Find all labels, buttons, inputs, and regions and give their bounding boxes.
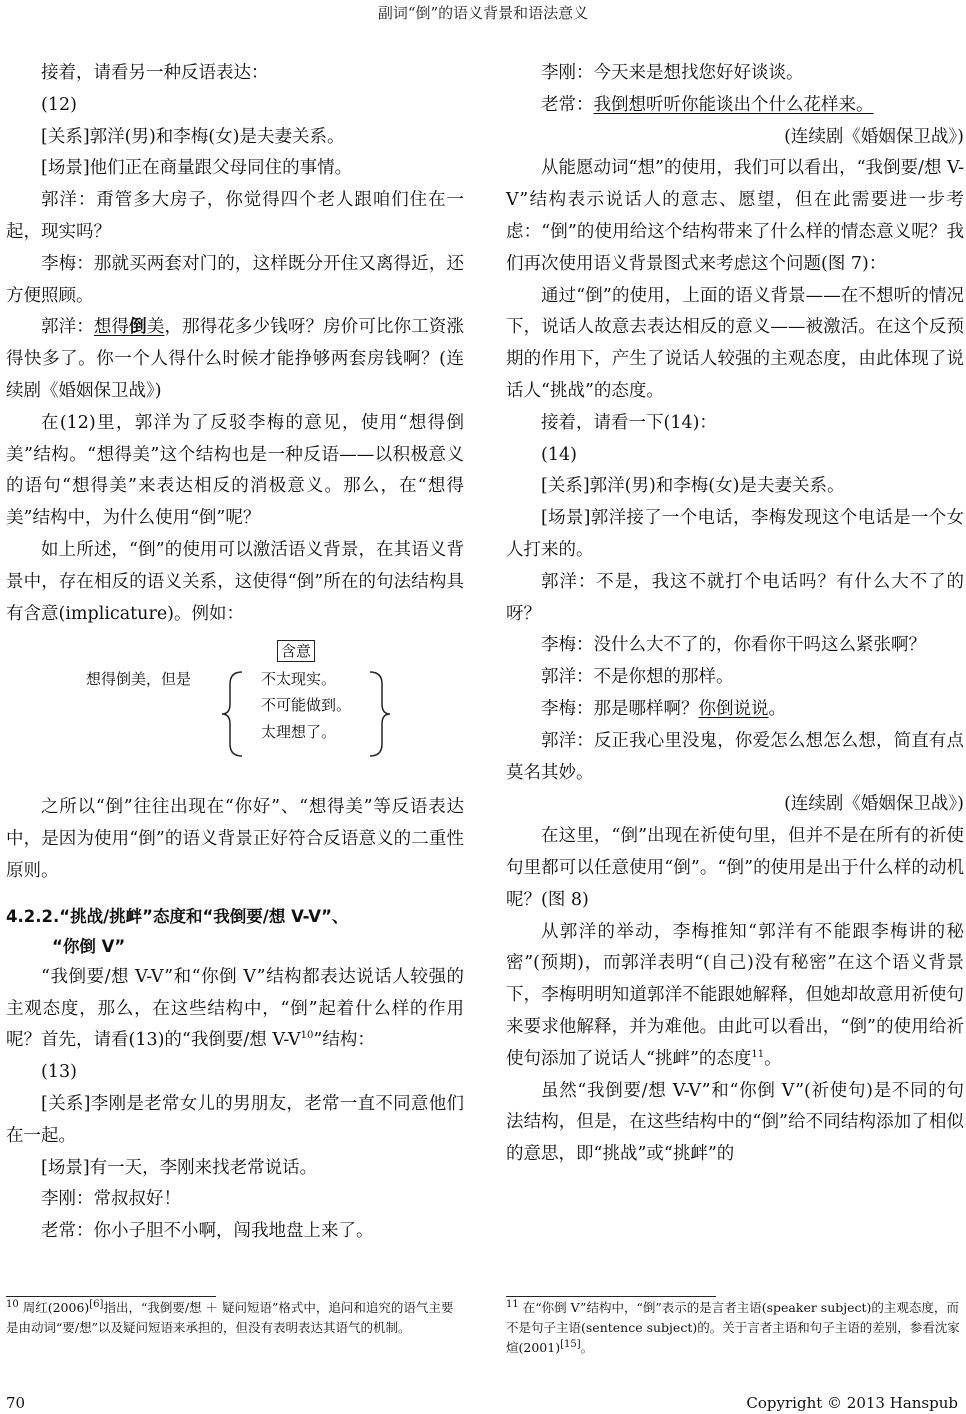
dialogue-line: 李梅：那就买两套对门的，这样既分开住又离得近，还方便照顾。 (6, 253, 464, 306)
copyright: Copyright © 2013 Hanspub (746, 1394, 958, 1412)
paragraph: 从郭洋的举动，李梅推知“郭洋有不能跟李梅讲的秘密”(预期)，而郭洋表明“(自己)没有秘密”在这个语义背景下，李梅明明知道郭洋不能跟她解释，但她却故意用祈使句来要求他解释，并为难他。由此可以看出，“倒”的使用给祈使句添加了说话人“挑衅”的态度$^{11}$。 (506, 921, 964, 1069)
citation-ref: [15] (560, 1338, 581, 1350)
dialogue-line: 郭洋：不是你想的那样。 (541, 667, 734, 688)
paragraph: 从能愿动词“想”的使用，我们可以看出，“我倒要/想 V-V”结构表示说话人的意志、愿望，但在此需要进一步考虑：“倒”的使用给这个结构带来了什么样的情态意义呢？我们再次使用语义背景图式来考虑这个问题(图 7)： (506, 158, 964, 274)
footnote-rule (506, 1296, 716, 1297)
brace-shapes (6, 638, 464, 786)
section-heading: 4.2.2.“挑战/挑衅”态度和“我倒要/想 V-V”、 (6, 906, 349, 926)
citation-ref: [6] (89, 1298, 104, 1310)
running-header: 副词“倒”的语义背景和语法意义 (377, 4, 589, 22)
scene-line: [场景]他们正在商量跟父母同住的事情。 (41, 158, 353, 179)
dialogue-line: 郭洋：甭管多大房子，你觉得四个老人跟咱们住在一起，现实吗？ (6, 190, 464, 242)
paragraph: 在这里，“倒”出现在祈使句里，但并不是在所有的祈使句里都可以任意使用“倒”。“倒”的使用是出于什么样的动机呢？(图 8) (506, 826, 964, 910)
source-citation: (连续剧《婚姻保卫战》) (784, 794, 964, 815)
dialogue-line: 郭洋：想得倒美，那得花多少钱呀？房价可比你工资涨得快多了。你一个人得什么时候才能挣够两套房钱啊？(连续剧《婚姻保卫战》) (6, 317, 465, 401)
paragraph: 接着，请看另一种反语表达： (41, 63, 269, 83)
footnote-rule (6, 1296, 216, 1297)
paragraph: 如上所述，“倒”的使用可以激活语义背景，在其语义背景中，存在相反的语义关系，这使得“倒”所在的句法结构具有含意(implicature)。例如： (6, 539, 464, 624)
paragraph: 通过“倒”的使用，上面的语义背景——在不想听的情况下，说话人故意去表达相反的意义——被激活。在这个反预期的作用下，产生了说话人较强的主观态度，由此体现了说话人“挑战”的态度。 (506, 285, 964, 401)
dialogue-line: 李刚：常叔叔好！ (41, 1189, 181, 1210)
paragraph: 之所以“倒”往往出现在“你好”、“想得美”等反语表达中，是因为使用“倒”的语义背景正好符合反语意义的二重性原则。 (6, 797, 464, 881)
implicature-option: 不太现实。 (261, 670, 337, 689)
emphasis-dao: 倒 (129, 317, 147, 338)
relation-line: [关系]李刚是老常女儿的男朋友，老常一直不同意他们在一起。 (6, 1093, 464, 1146)
footnote-11: $^{11}$ 在“你倒 V”结构中，“倒”表示的是言者主语(speaker subject)的主观态度，而不是句子主语(sentence subject)的。关于言者主语和句子主语的差别，参看沈家煊(2001)[15]。 (506, 1298, 960, 1355)
implicature-option: 太理想了。 (261, 723, 337, 742)
example-number: (13) (41, 1062, 77, 1083)
page-number: 70 (6, 1394, 26, 1412)
dialogue-line: 李梅：那是哪样啊？你倒说说。 (541, 698, 786, 719)
footnote-10: $^{10}$ 周红(2006)[6]指出，“我倒要/想 ＋ 疑问短语”格式中，追问和追究的语气主要是由动词“要/想”以及疑问短语来承担的，但没有表明表达其语气的机制。 (6, 1298, 454, 1335)
speaker: 郭洋： (41, 317, 94, 338)
implicature-figure (6, 638, 464, 786)
paragraph: 在(12)里，郭洋为了反驳李梅的意见，使用“想得倒美”结构。“想得美”这个结构也是一种反语——以积极意义的语句“想得美”来表达相反的消极意义。那么，在“想得美”结构中，为什么使用“倒”呢？ (6, 412, 464, 529)
source-citation: (连续剧《婚姻保卫战》) (784, 126, 964, 147)
dialogue-line: 老常：我倒想听听你能谈出个什么花样来。 (541, 94, 874, 115)
dialogue-line: 郭洋：不是，我这不就打个电话吗？有什么大不了的呀？ (506, 571, 964, 624)
dialogue-line: 郭洋：反正我心里没鬼，你爱怎么想怎么想，简直有点莫名其妙。 (506, 730, 964, 783)
paragraph: 接着，请看一下(14)： (541, 412, 717, 433)
scene-line: [场景]郭洋接了一个电话，李梅发现这个电话是一个女人打来的。 (506, 508, 964, 560)
paragraph: 虽然“我倒要/想 V-V”和“你倒 V”(祈使句)是不同的句法结构，但是，在这些结构中的“倒”给不同结构添加了相似的意思，即“挑战”或“挑衅”的 (506, 1080, 964, 1165)
section-heading-cont: “你倒 V” (52, 936, 126, 956)
relation-line: [关系]郭洋(男)和李梅(女)是夫妻关系。 (541, 476, 845, 497)
dialogue-line: 李刚：今天来是想找您好好谈谈。 (541, 63, 804, 83)
implicature-label: 含意 (277, 640, 315, 662)
footnote-number: 10 (6, 1298, 19, 1310)
paragraph: “我倒要/想 V-V”和“你倒 V”结构都表达说话人较强的主观态度，那么，在这些结构中，“倒”起着什么样的作用呢？首先，请看(13)的“我倒要/想 $V-V^{10}$”结构： (6, 966, 464, 1051)
underlined-phrase: 我倒想听听你能谈出个什么花样来。 (593, 94, 874, 115)
scene-line: [场景]有一天，李刚来找老常说话。 (41, 1157, 318, 1178)
implicature-option: 不可能做到。 (261, 696, 352, 715)
example-number: (12) (41, 94, 77, 115)
underlined-phrase: 你倒说说 (698, 698, 769, 719)
underlined-phrase: 想得倒美 (93, 317, 165, 338)
dialogue-line: 老常：你小子胆不小啊，闯我地盘上来了。 (41, 1221, 374, 1242)
footnote-ref: 10 (300, 1030, 314, 1042)
figure-left-text: 想得倒美，但是 (86, 670, 192, 689)
example-number: (14) (541, 444, 577, 465)
dialogue-line: 李梅：没什么大不了的，你看你干吗这么紧张啊？ (541, 635, 926, 656)
left-column (6, 58, 464, 1248)
relation-line: [关系]郭洋(男)和李梅(女)是夫妻关系。 (41, 126, 345, 147)
right-column (506, 58, 964, 1171)
footnote-number: 11 (506, 1298, 519, 1310)
footnote-ref: 11 (751, 1048, 765, 1060)
